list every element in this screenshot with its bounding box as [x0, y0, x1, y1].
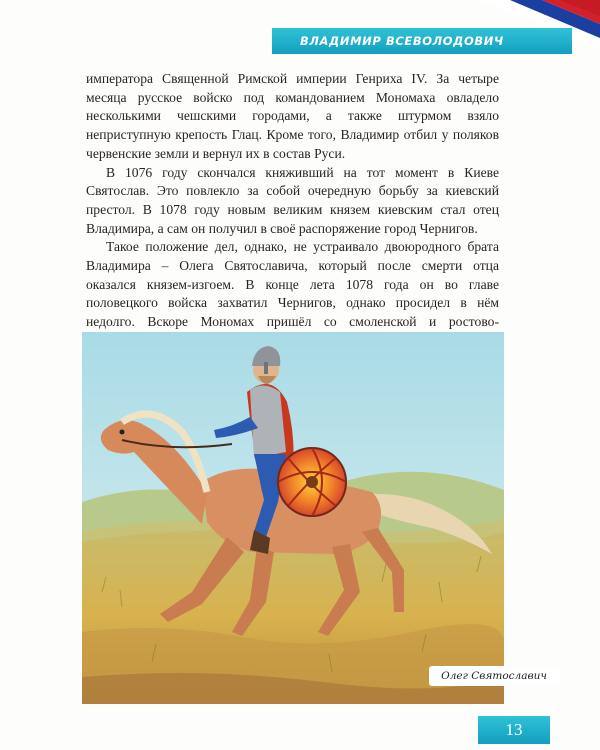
- body-text: [86, 70, 499, 369]
- horseman-illustration: [82, 332, 547, 704]
- page-number: 13: [478, 716, 550, 744]
- paragraph-3: Такое положение дел, однако, не устраивало двоюродного брата Владимира – Олега Святославича, который после смерти отца оказался князем-изгоем. В конце лета 1078 года он во главе половецкого войска захватил Чернигов, однако просидел в нём недолго. Вскоре Мономах пришёл со смоленской и ростово-: [86, 239, 499, 330]
- running-title: ВЛАДИМИР ВСЕВОЛОДОВИЧ: [300, 34, 504, 48]
- page-header: [0, 0, 600, 60]
- paragraph-2: В 1076 году скончался княживший на тот момент в Киеве Святослав. Это повлекло за собой очередную борьбу за киевский престол. В 1078 году новым великим князем киевским стал отец Владимира, а сам он получил в своё распоряжение город Чернигов.: [86, 164, 499, 236]
- paragraph-1: императора Священной Римской империи Генриха IV. За четыре месяца русское войско под командованием Мономаха овладело несколькими чешскими городами, а также штурмом взяло неприступную крепость Глац. Кроме того, Владимир отбил у поляков червенские земли и вернул их в состав Руси.: [86, 71, 499, 161]
- illustration-caption: Олег Святославич: [429, 666, 559, 686]
